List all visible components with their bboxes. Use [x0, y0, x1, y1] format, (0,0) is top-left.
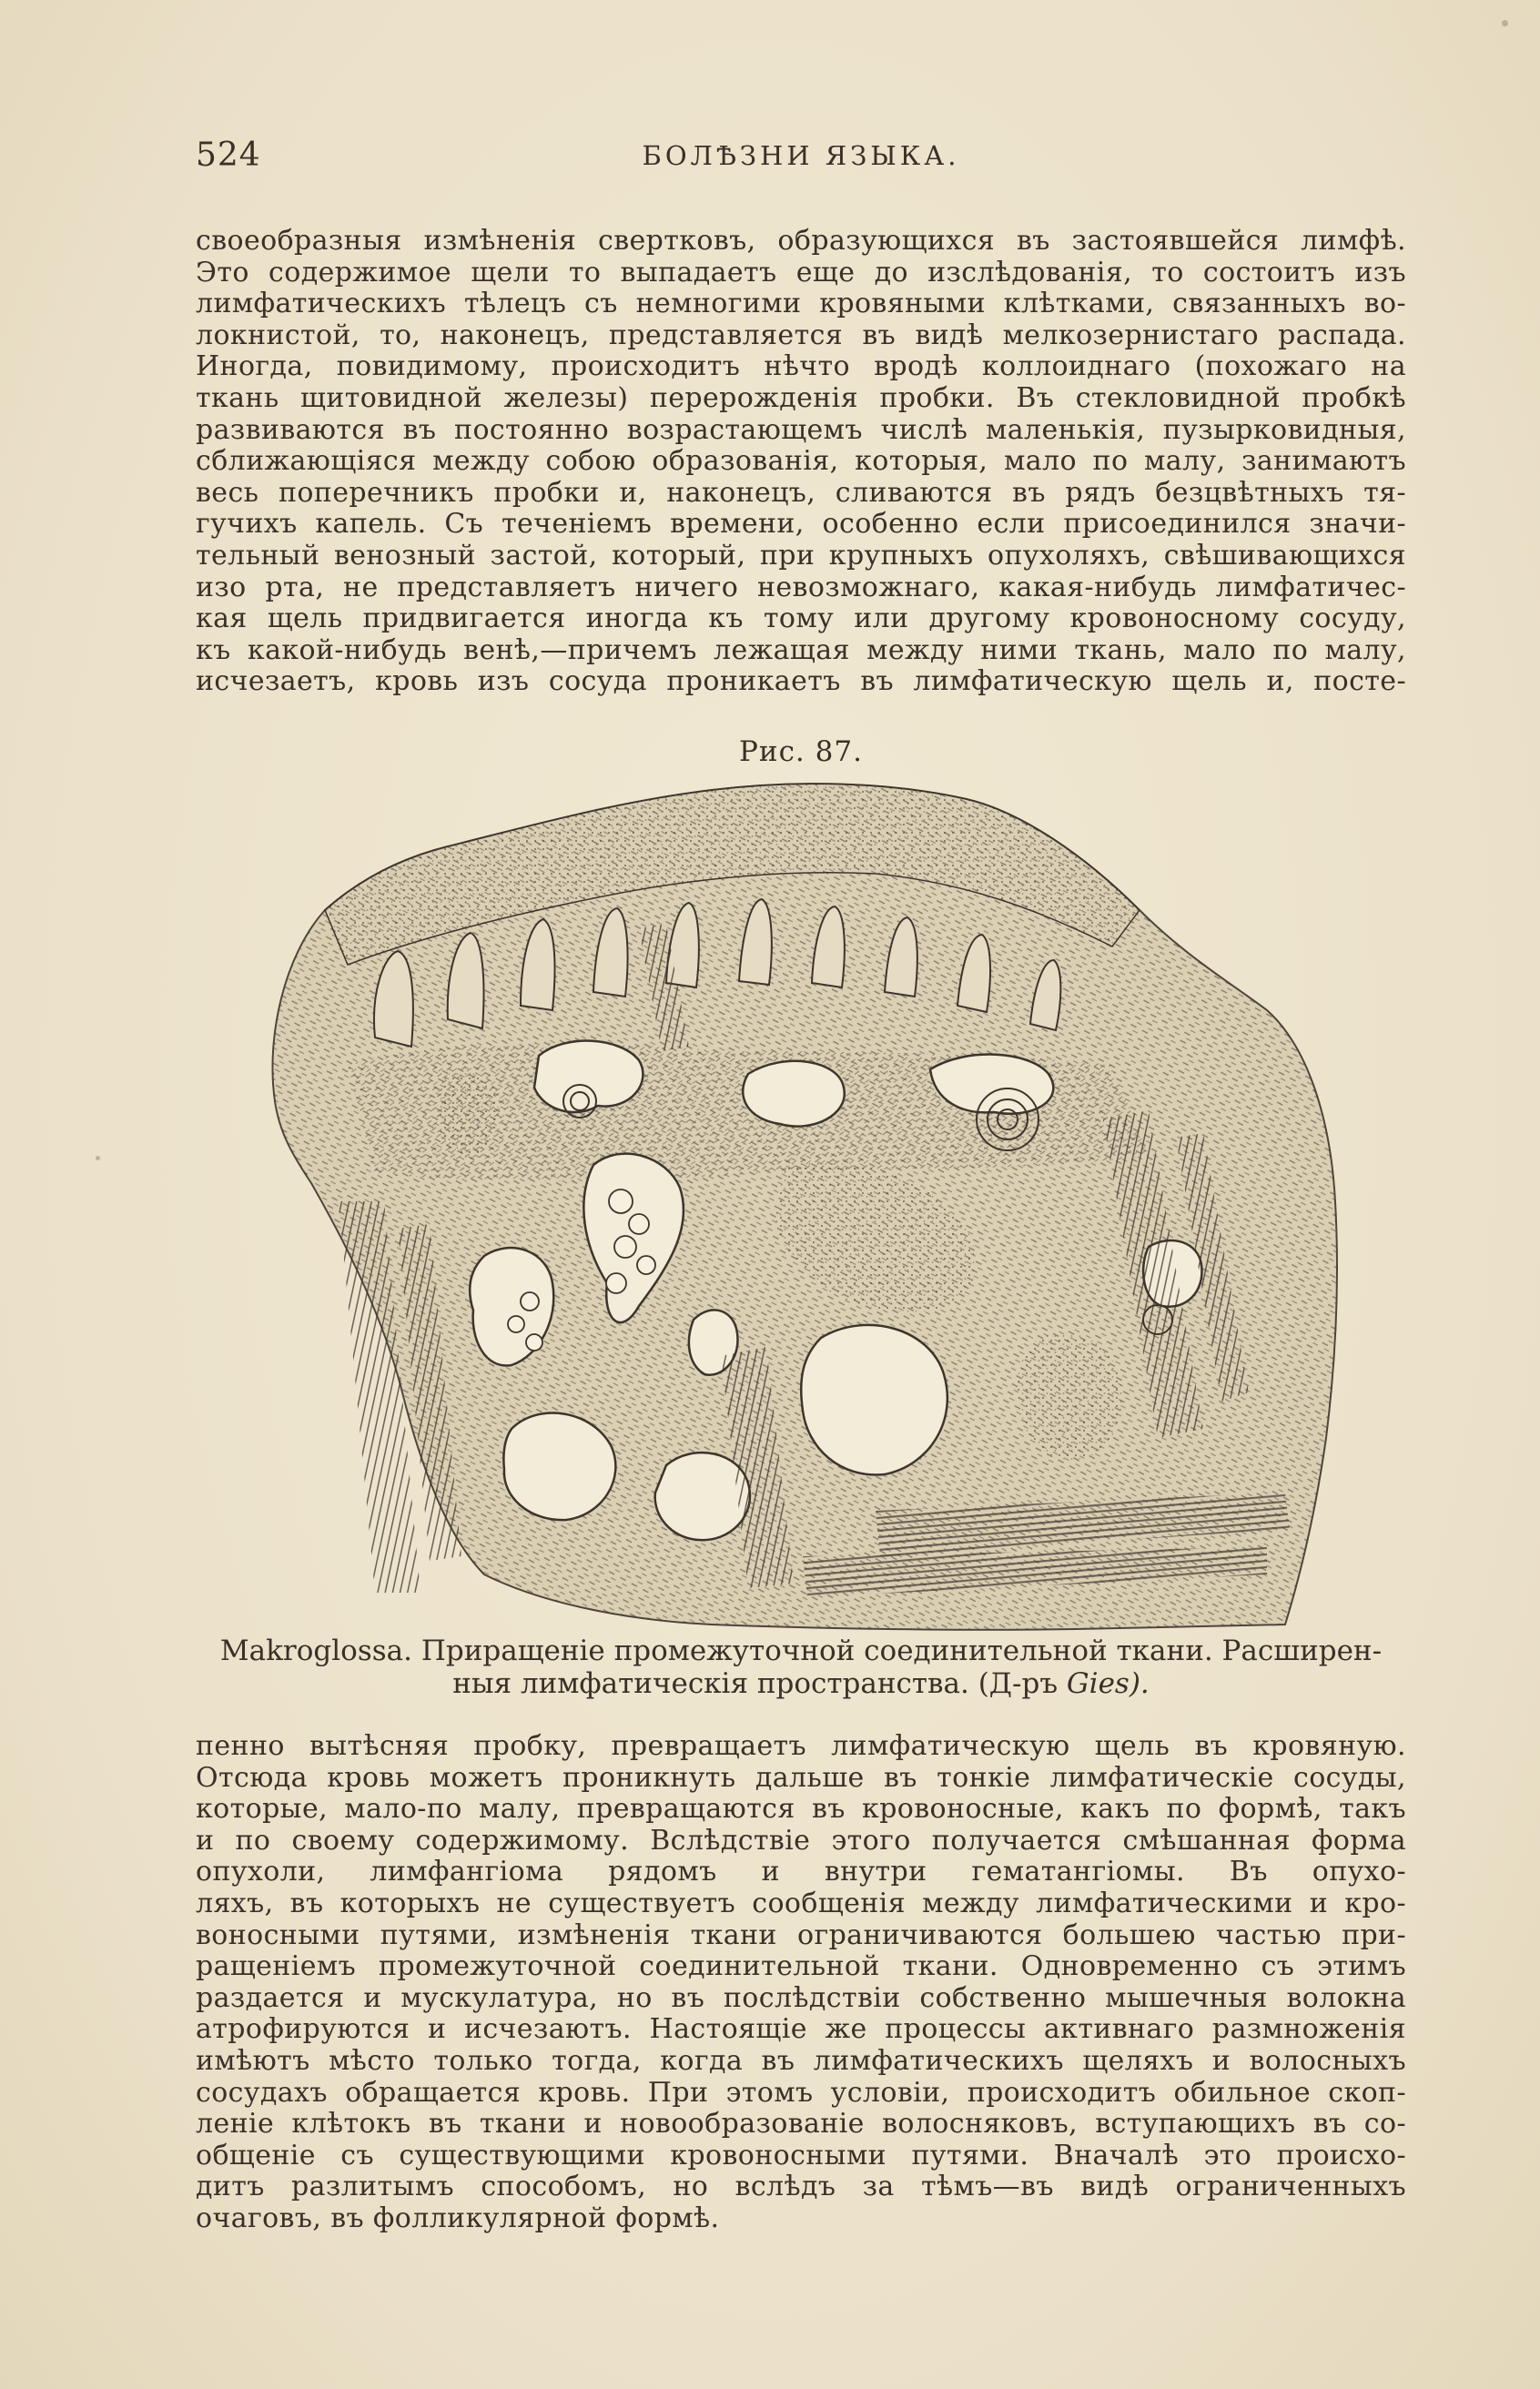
- scan-speck: [1502, 20, 1508, 26]
- text-line: кая щель придвигается иногда къ тому или другому кровоносному сосуду,: [196, 603, 1406, 635]
- text-line: къ какой-нибудь венѣ,—причемъ лежащая между ними ткань, мало по малу,: [196, 634, 1406, 666]
- text-line: раздается и мускулатура, но въ послѣдствіи собственно мышечныя волокна: [196, 1982, 1406, 2014]
- text-line: пенно вытѣсняя пробку, превращаетъ лимфатическую щель въ кровяную.: [196, 1731, 1406, 1762]
- caption-author: Gies).: [1066, 1667, 1150, 1700]
- paragraph-2: [196, 1731, 1406, 2235]
- caption-line-2-text: ныя лимфатическія пространства. (Д-ръ: [452, 1667, 1059, 1700]
- text-line: изо рта, не представляетъ ничего невозможнаго, какая-нибудь лимфатичес-: [196, 572, 1406, 603]
- figure-label: Рис. 87.: [739, 735, 863, 768]
- text-line: воносными путями, измѣненія ткани ограничиваются большею частью при-: [196, 1919, 1406, 1951]
- text-line: и по своему содержимому. Вслѣдствіе этого получается смѣшанная форма: [196, 1825, 1406, 1857]
- text-line: Отсюда кровь можетъ проникнуть дальше въ тонкіе лимфатическіе сосуды,: [196, 1762, 1406, 1794]
- text-line: лимфатическихъ тѣлецъ съ немногими кровяными клѣтками, связанныхъ во-: [196, 289, 1406, 320]
- text-line: Это содержимое щели то выпадаетъ еще до изслѣдованія, то состоитъ изъ: [196, 257, 1406, 289]
- paragraph-1: [196, 226, 1406, 698]
- text-line: сосудахъ обращается кровь. При этомъ условіи, происходитъ обильное скоп-: [196, 2077, 1406, 2109]
- text-line: опухоли, лимфангіома рядомъ и внутри гематангіомы. Въ опухо-: [196, 1857, 1406, 1888]
- text-line: ращеніемъ промежуточной соединительной ткани. Одновременно съ этимъ: [196, 1951, 1406, 1983]
- caption-line-1: Makroglossa. Приращеніе промежуточной соединительной ткани. Расширен-: [219, 1635, 1383, 1667]
- text-line: которые, мало-по малу, превращаются въ кровоносные, какъ по формѣ, такъ: [196, 1794, 1406, 1826]
- text-line: дитъ разлитымъ способомъ, но вслѣдъ за тѣмъ—въ видѣ ограниченныхъ: [196, 2171, 1406, 2203]
- page-number: 524: [196, 137, 261, 174]
- scan-speck: [96, 1156, 100, 1160]
- text-line: развиваются въ постоянно возрастающемъ числѣ маленькія, пузырковидныя,: [196, 414, 1406, 446]
- text-line: очаговъ, въ фолликулярной формѣ.: [196, 2202, 720, 2234]
- caption-line-2: [196, 1667, 1406, 1700]
- text-line: леніе клѣтокъ въ ткани и новообразованіе волосняковъ, вступающихъ въ со-: [196, 2109, 1406, 2141]
- text-line: имѣютъ мѣсто только тогда, когда въ лимфатическихъ щеляхъ и волосныхъ: [196, 2045, 1406, 2077]
- text-line: локнистой, то, наконецъ, представляется въ видѣ мелкозернистаго распада.: [196, 319, 1406, 351]
- text-line: сближающіяся между собою образованія, которыя, мало по малу, занимаютъ: [196, 446, 1406, 478]
- text-line: весь поперечникъ пробки и, наконецъ, сливаются въ рядъ безцвѣтныхъ тя-: [196, 477, 1406, 509]
- page-header: [196, 137, 1406, 182]
- text-line: своеобразныя измѣненія свертковъ, образующихся въ застоявшейся лимфѣ.: [196, 226, 1406, 257]
- text-line: атрофируются и исчезаютъ. Настоящіе же процессы активнаго размноженія: [196, 2014, 1406, 2046]
- running-title: БОЛѢЗНИ ЯЗЫКА.: [642, 140, 960, 171]
- text-line: ткань щитовидной железы) перерожденія пробки. Въ стекловидной пробкѣ: [196, 382, 1406, 414]
- text-line: исчезаетъ, кровь изъ сосуда проникаетъ въ лимфатическую щель и, посте-: [196, 666, 1406, 698]
- figure-caption: [196, 1635, 1406, 1700]
- text-line: общеніе съ существующими кровоносными путями. Вначалѣ это происхо-: [196, 2140, 1406, 2171]
- histology-engraving: [238, 774, 1372, 1638]
- text-line: Иногда, повидимому, происходитъ нѣчто вродѣ коллоиднаго (похожаго на: [196, 351, 1406, 383]
- text-line: тельный венозный застой, который, при крупныхъ опухоляхъ, свѣшивающихся: [196, 540, 1406, 572]
- text-line: гучихъ капель. Съ теченіемъ времени, особенно если присоединился значи-: [196, 509, 1406, 541]
- text-line: ляхъ, въ которыхъ не существуетъ сообщенія между лимфатическими и кро-: [196, 1888, 1406, 1919]
